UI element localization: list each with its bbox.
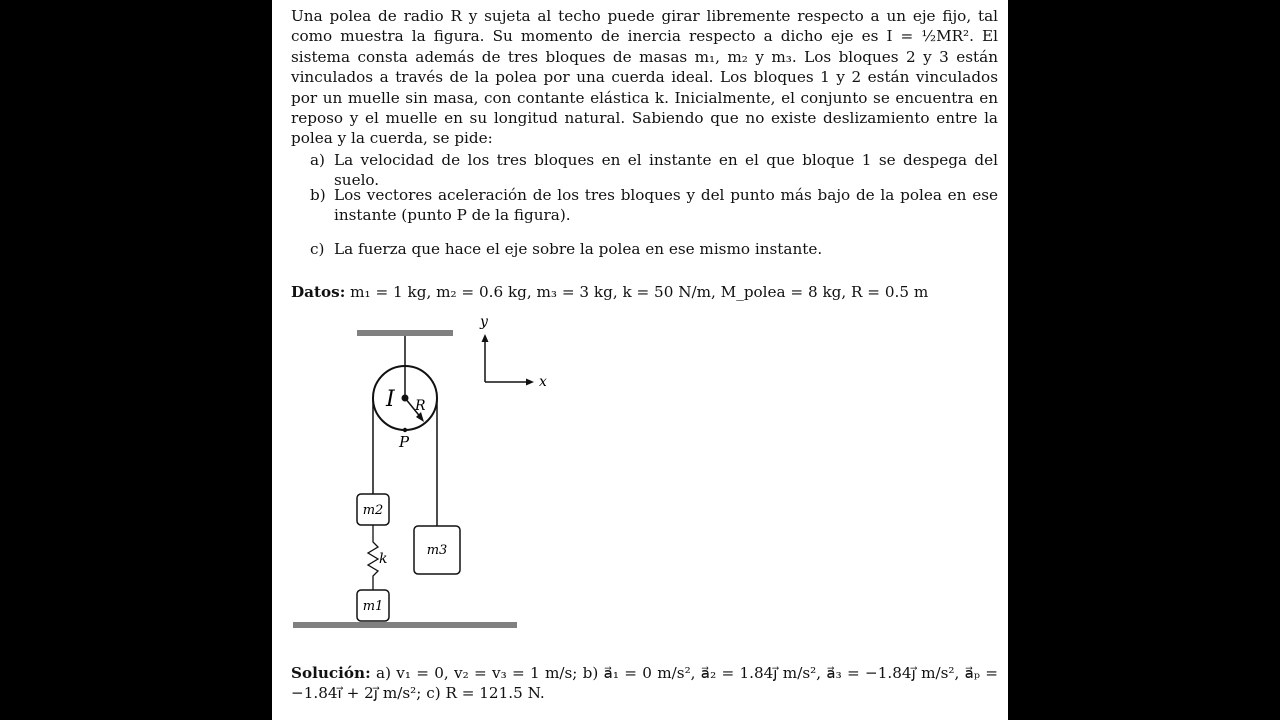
question-a-label: a) [310,151,325,169]
y-axis-label: y [480,314,488,330]
data-values: m₁ = 1 kg, m₂ = 0.6 kg, m₃ = 3 kg, k = 50 N/m, M_polea = 8 kg, R = 0.5 m [350,283,929,301]
spring [368,525,378,590]
block-m3-label: m3 [426,543,448,558]
ground [293,622,517,628]
question-c-label: c) [310,240,325,258]
ceiling [357,330,453,336]
block-m1-label: m1 [362,599,384,614]
block-m2-label: m2 [362,503,384,518]
solution-label: Solución: [291,664,371,682]
solution-line [291,663,998,704]
radius-label: R [415,398,426,414]
pulley-figure [272,0,1008,720]
inertia-label: I [386,387,395,412]
point-p [403,428,407,432]
spring-label: k [379,551,388,567]
x-axis-arrowhead [526,379,534,386]
question-a-text: La velocidad de los tres bloques en el instante en el que bloque 1 se despega del suelo. [334,151,998,190]
y-axis-arrowhead [482,334,489,342]
point-p-label: P [399,433,410,451]
question-c-text: La fuerza que hace el eje sobre la polea en ese mismo instante. [334,240,823,258]
document-page [272,0,1008,720]
data-label: Datos: [291,283,346,301]
question-b-text: Los vectores aceleración de los tres bloques y del punto más bajo de la polea en ese instante (punto P de la figura). [334,186,998,225]
solution-values: a) v₁ = 0, v₂ = v₃ = 1 m/s; b) a⃗₁ = 0 m/s², a⃗₂ = 1.84j⃗ m/s², a⃗₃ = −1.84j⃗ m/s², a⃗ₚ = −1.84i⃗ + 2j⃗ m/s²; c) R = 121.5 N. [291,664,998,703]
question-b-label: b) [310,186,326,204]
problem-statement: Una polea de radio R y sujeta al techo puede girar libremente respecto a un eje fijo, tal como muestra la figura. Su momento de inercia respecto a dicho eje es I = ½MR². El sistema consta además de tres bloques de masas m₁, m₂ y m₃. Los bloques 2 y 3 están vinculados a través de la polea por una cuerda ideal. Los bloques 1 y 2 están vinculados por un muelle sin masa, con contante elástica k. Inicialmente, el conjunto se encuentra en reposo y el muelle en su longitud natural. Sabiendo que no existe deslizamiento entre la polea y la cuerda, se pide: [291,7,998,148]
x-axis-label: x [539,374,547,390]
